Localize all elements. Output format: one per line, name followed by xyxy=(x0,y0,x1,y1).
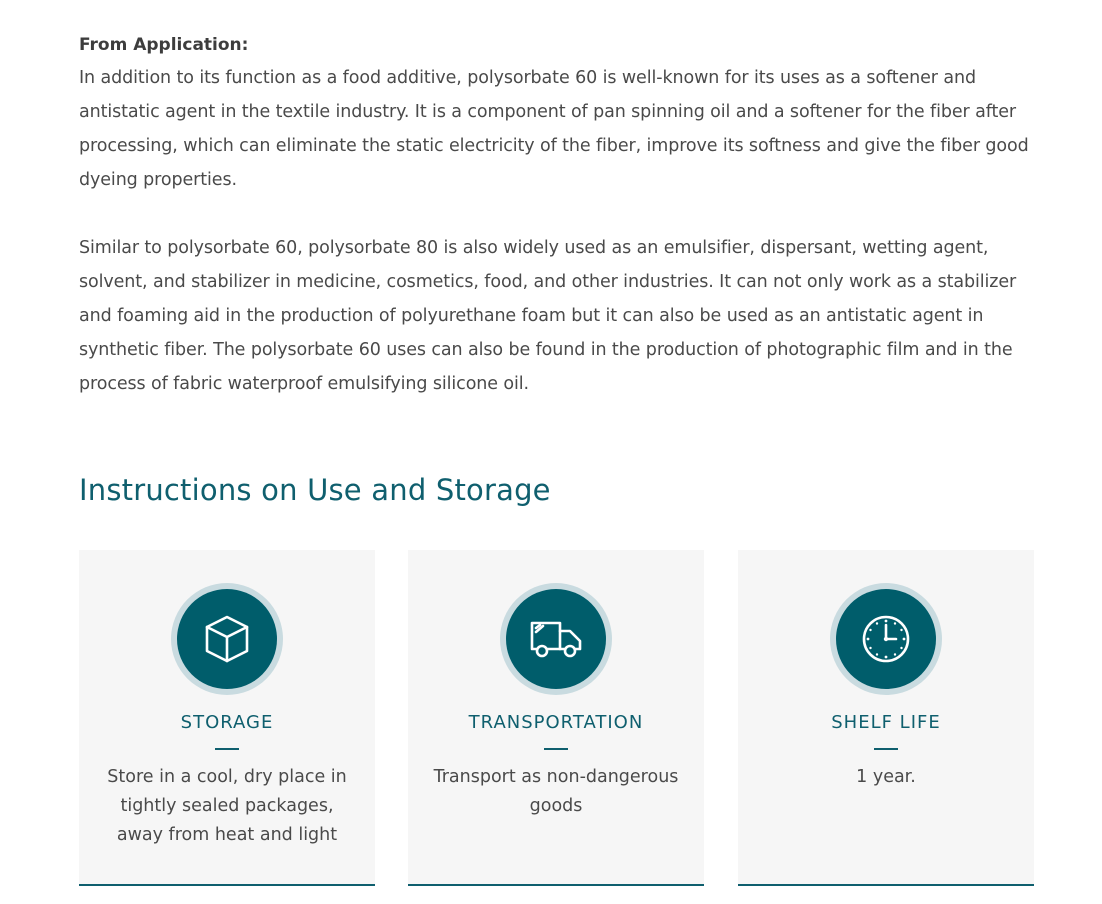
application-paragraph-2: Similar to polysorbate 60, polysorbate 80 is also widely used as an emulsifier, dispersant, wetting agent, solvent, and stabilizer in medicine, cosmetics, food, and other industries. It can not only work as a stabilizer and foaming aid in the production of polyurethane foam but it can also be used as an antistatic agent in synthetic fiber. The polysorbate 60 uses can also be found in the production of photographic film and in the process of fabric waterproof emulsifying silicone oil. xyxy=(79,238,1017,394)
transportation-card xyxy=(408,550,704,886)
shelf-life-text: 1 year. xyxy=(856,767,916,787)
storage-icon-ring xyxy=(171,583,283,695)
transportation-title: TRANSPORTATION xyxy=(468,712,644,733)
instructions-title: Instructions on Use and Storage xyxy=(79,473,551,507)
transportation-icon-circle xyxy=(506,589,606,689)
storage-divider xyxy=(215,748,239,750)
shelf-life-divider xyxy=(874,748,898,750)
shelf-life-icon-circle xyxy=(836,589,936,689)
truck-icon xyxy=(528,611,584,667)
instruction-cards xyxy=(79,550,1035,886)
shelf-life-icon-ring xyxy=(830,583,942,695)
storage-icon-circle xyxy=(177,589,277,689)
storage-title: STORAGE xyxy=(180,712,274,733)
box-icon xyxy=(199,611,255,667)
transportation-text: Transport as non-dangerous goods xyxy=(433,767,679,816)
storage-card xyxy=(79,550,375,886)
application-paragraph-1: In addition to its function as a food additive, polysorbate 60 is well-known for its uses as a softener and antistatic agent in the textile industry. It is a component of pan spinning oil and a softener for the fiber after processing, which can eliminate the static electricity of the fiber, improve its softness and give the fiber good dyeing properties. xyxy=(79,68,1029,190)
application-section xyxy=(79,31,1039,401)
transportation-icon-ring xyxy=(500,583,612,695)
transportation-divider xyxy=(544,748,568,750)
shelf-life-title: SHELF LIFE xyxy=(831,712,941,733)
clock-icon xyxy=(858,611,914,667)
shelf-life-card xyxy=(738,550,1034,886)
application-heading: From Application: xyxy=(79,35,249,55)
storage-text: Store in a cool, dry place in tightly sealed packages, away from heat and light xyxy=(107,767,347,845)
